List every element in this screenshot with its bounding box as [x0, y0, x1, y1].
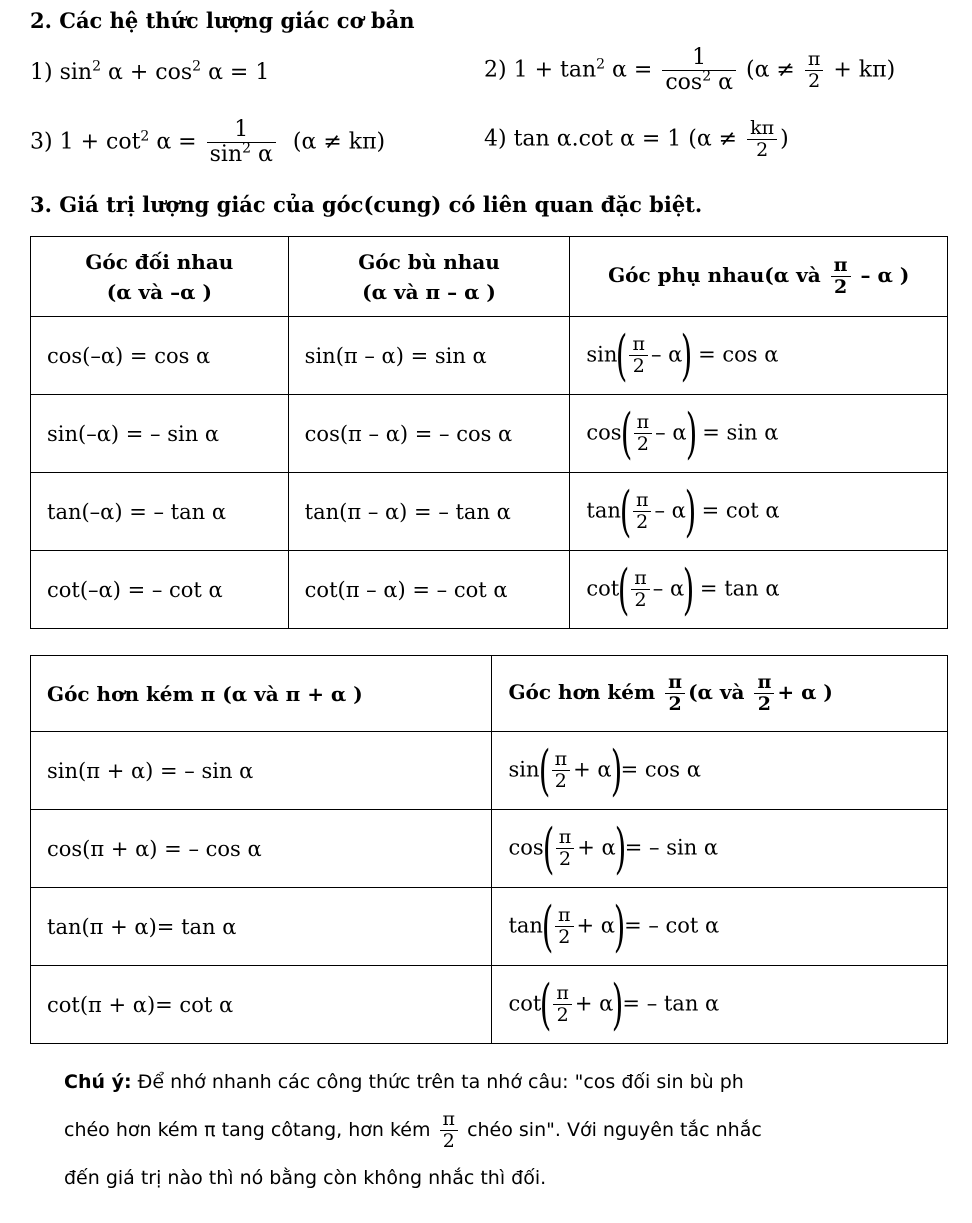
cell-opposite: tan(–α) = – tan α [31, 473, 289, 551]
cell-differ-pi: tan(π + α)= tan α [31, 888, 492, 966]
formula-3: 3) $1 + \cot^2 \alpha$ = $\frac{1}{\sin^2 \alpha}$ (α ≠ kπ) [30, 117, 386, 168]
formula-4: 4) tan α.cot α = 1 (α ≠ $\frac{k\pi}{2}$ ) [484, 117, 789, 161]
table-row [31, 551, 948, 629]
formula-1: 1) $\sin^2 \alpha + \cos^2 \alpha = 1$ [30, 58, 270, 85]
table-row [31, 473, 948, 551]
cell-differ-half-pi: cot( $\frac{\pi}{2}$ + α)= – tan α [492, 966, 948, 1044]
cell-differ-half-pi: tan( $\frac{\pi}{2}$ + α)= – cot α [492, 888, 948, 966]
note-paragraph [64, 1058, 954, 1202]
table-1-header-row [31, 237, 948, 317]
cell-complementary: sin( $\frac{\pi}{2}$ – α) = cos α [570, 317, 948, 395]
table-row [31, 732, 948, 810]
section-2-title: 2. Các hệ thức lượng giác cơ bản [30, 8, 415, 33]
cell-opposite: cot(–α) = – cot α [31, 551, 289, 629]
cell-supplementary: cos(π – α) = – cos α [288, 395, 570, 473]
header-differ-by-half-pi: Góc hơn kém $\frac{\pi}{2}$ (α và $\frac{\pi}{2}$ + α ) [492, 656, 948, 732]
cell-differ-pi: cos(π + α) = – cos α [31, 810, 492, 888]
cell-complementary: cot( $\frac{\pi}{2}$ – α) = tan α [570, 551, 948, 629]
section-3-title: 3. Giá trị lượng giác của góc(cung) có liên quan đặc biệt. [30, 192, 703, 217]
table-row [31, 888, 948, 966]
header-opposite-angles: Góc đối nhau (α và –α ) [31, 237, 289, 317]
cell-supplementary: cot(π – α) = – cot α [288, 551, 570, 629]
note-line-2: chéo hơn kém π tang côtang, hơn kém $\frac{\pi}{2}$ chéo sin". Với nguyên tắc nhắc [64, 1108, 762, 1152]
table-row [31, 317, 948, 395]
related-angles-table-2 [30, 655, 948, 1044]
header-complementary-angles: Góc phụ nhau(α và $\frac{\pi}{2}$ – α ) [570, 237, 948, 317]
cell-differ-pi: cot(π + α)= cot α [31, 966, 492, 1044]
cell-opposite: sin(–α) = – sin α [31, 395, 289, 473]
cell-supplementary: sin(π – α) = sin α [288, 317, 570, 395]
cell-complementary: tan( $\frac{\pi}{2}$ – α) = cot α [570, 473, 948, 551]
header-supplementary-angles: Góc bù nhau (α và π – α ) [288, 237, 570, 317]
cell-differ-pi: sin(π + α) = – sin α [31, 732, 492, 810]
header-differ-by-pi: Góc hơn kém π (α và π + α ) [31, 656, 492, 732]
note-line-1: Chú ý: Để nhớ nhanh các công thức trên ta nhớ câu: "cos đối sin bù ph [64, 1071, 744, 1093]
note-label: Chú ý: [64, 1071, 132, 1093]
table-2-header-row [31, 656, 948, 732]
table-row [31, 395, 948, 473]
formula-2: 2) $1 + \tan^2 \alpha$ = $\frac{1}{\cos^2 \alpha}$ (α ≠ $\frac{\pi}{2}$ + kπ) [484, 45, 896, 96]
related-angles-table-1 [30, 236, 948, 629]
note-line-3: đến giá trị nào thì nó bằng còn không nhắc thì đối. [64, 1167, 547, 1189]
cell-opposite: cos(–α) = cos α [31, 317, 289, 395]
cell-supplementary: tan(π – α) = – tan α [288, 473, 570, 551]
table-row [31, 810, 948, 888]
cell-differ-half-pi: cos( $\frac{\pi}{2}$ + α)= – sin α [492, 810, 948, 888]
table-row [31, 966, 948, 1044]
cell-complementary: cos( $\frac{\pi}{2}$ – α) = sin α [570, 395, 948, 473]
cell-differ-half-pi: sin( $\frac{\pi}{2}$ + α)= cos α [492, 732, 948, 810]
